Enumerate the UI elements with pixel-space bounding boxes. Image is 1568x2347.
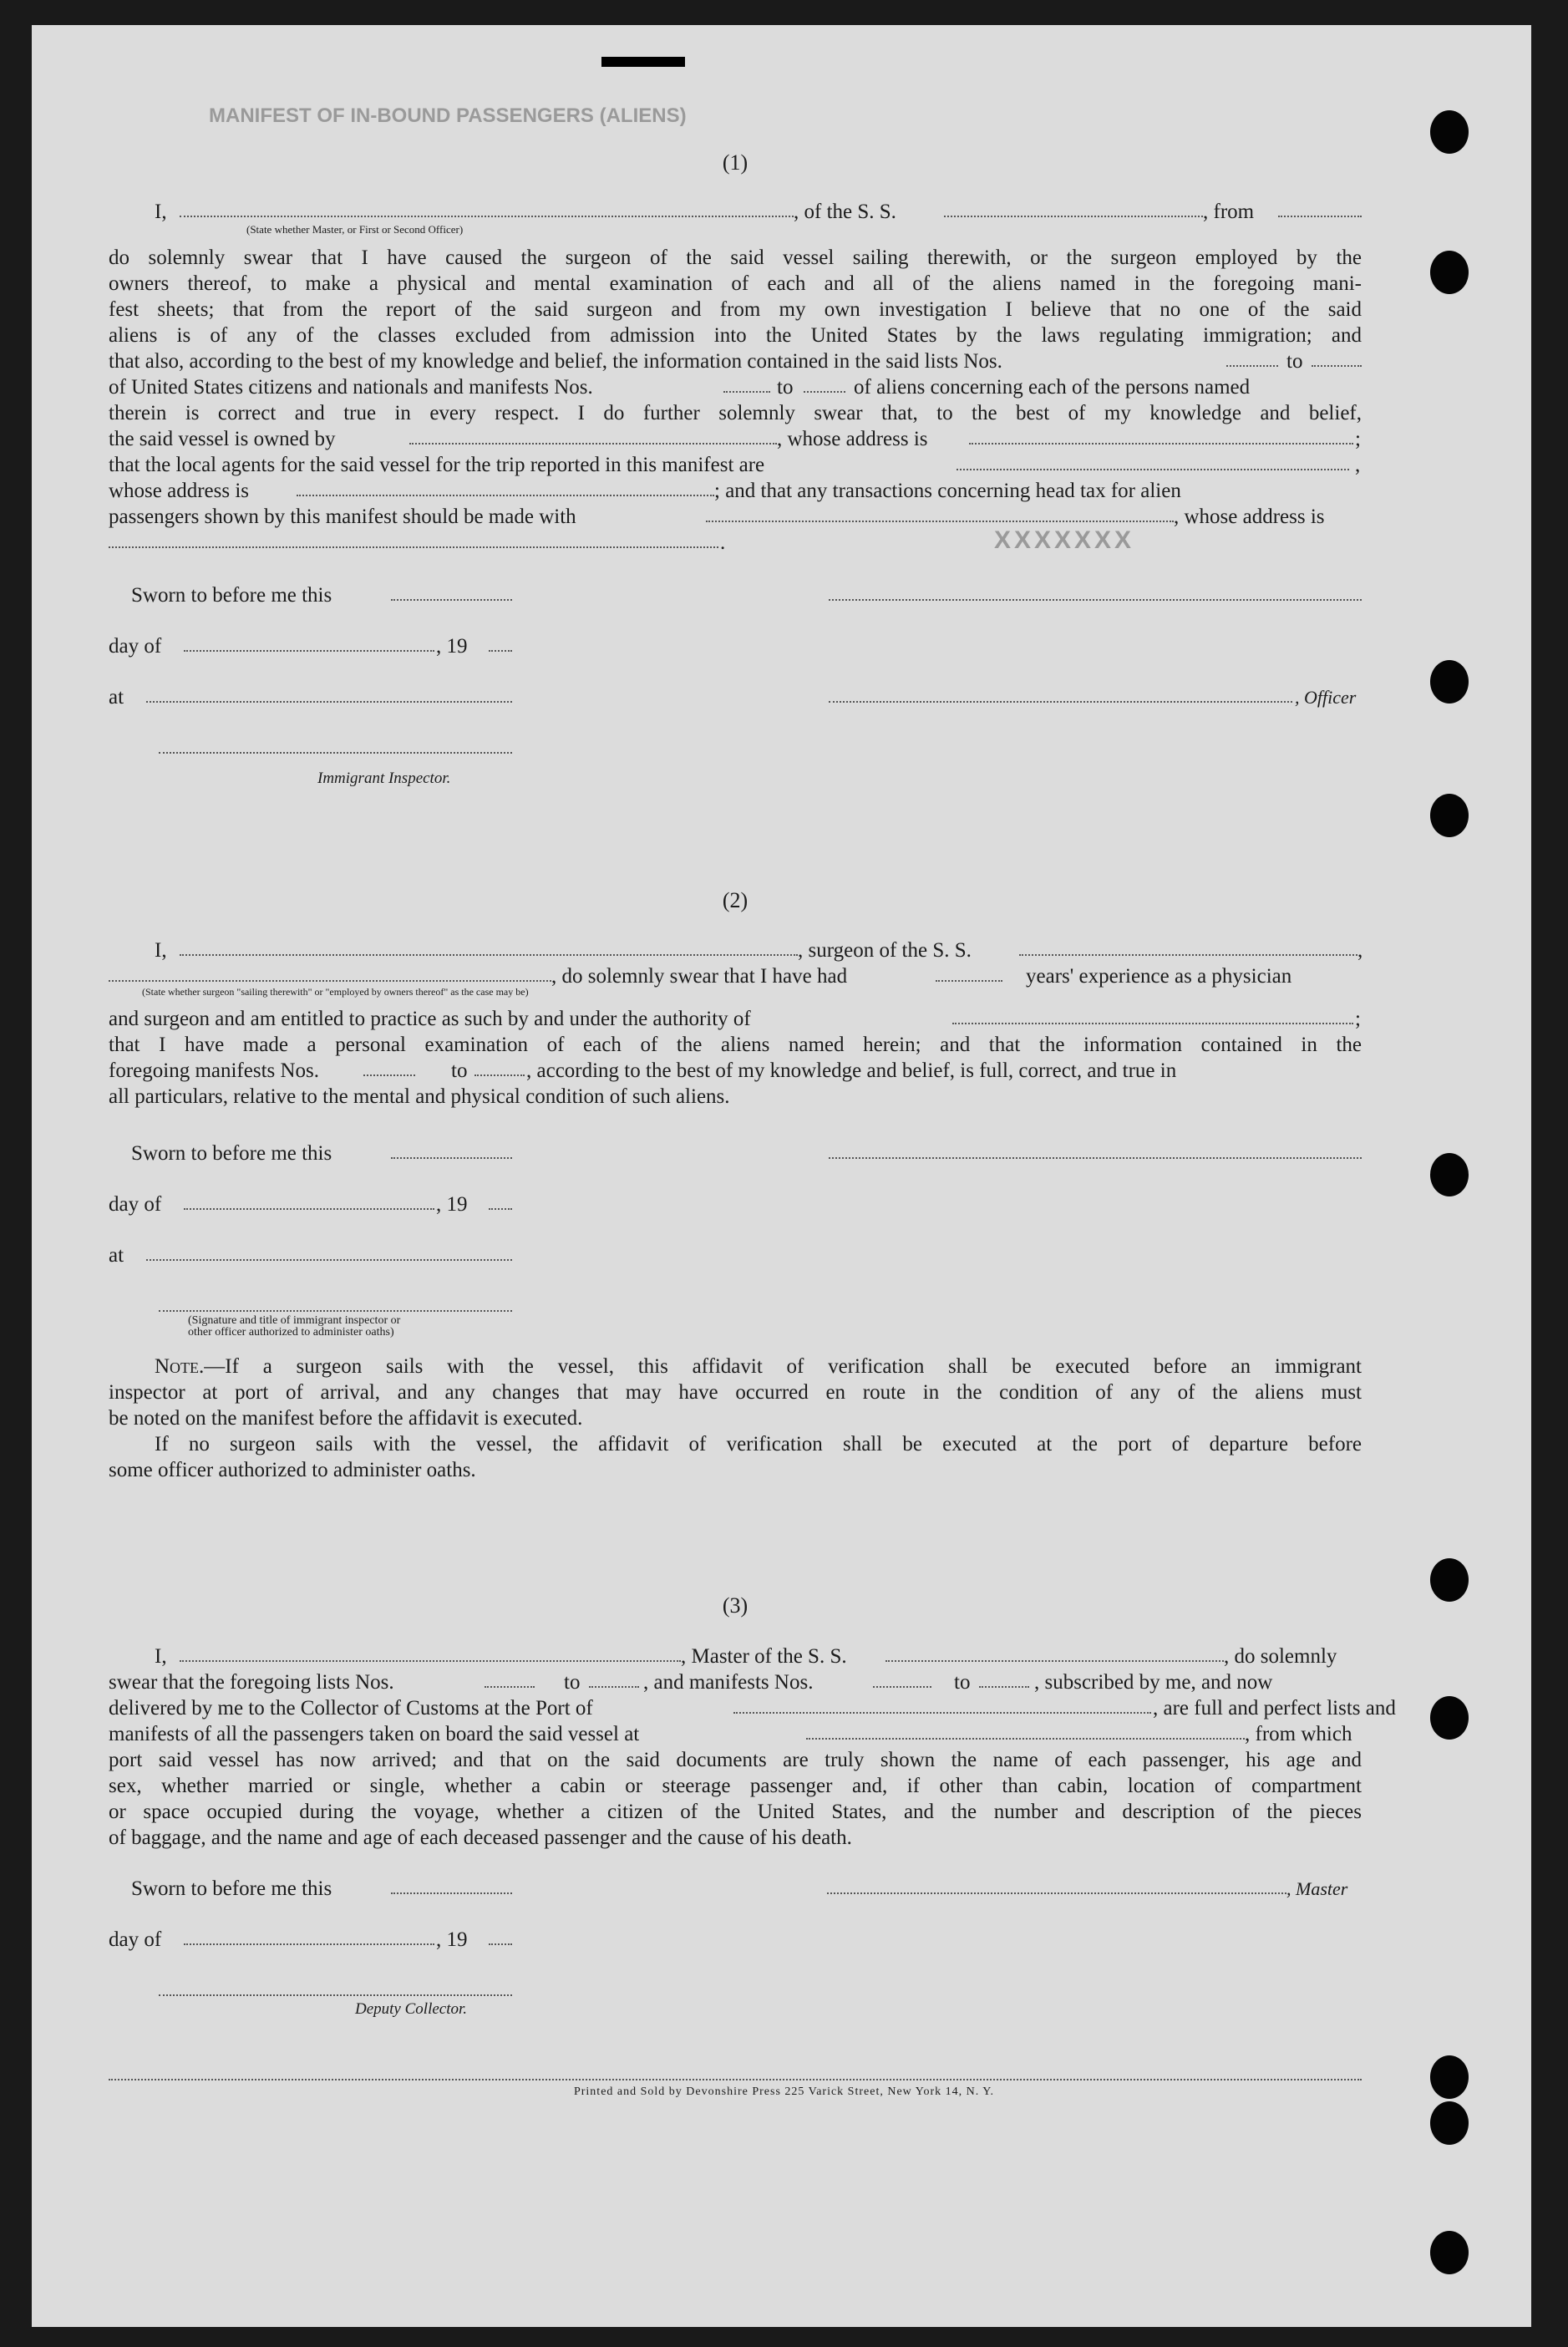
s1-line: whose address is	[109, 480, 250, 502]
s1-inspector-sign-field[interactable]	[159, 735, 512, 754]
s1-at: at	[109, 686, 124, 709]
s2-manifest-to-field[interactable]	[474, 1058, 525, 1076]
s3-line: , from which	[1245, 1723, 1352, 1745]
s1-to: to	[1286, 350, 1303, 373]
s2-years-field[interactable]	[936, 963, 1002, 982]
punch-hole	[1430, 1558, 1469, 1602]
s3-line: of baggage, and the name and age of each deceased passenger and the cause of his death.	[109, 1826, 852, 1849]
s1-line: the said vessel is owned by	[109, 428, 336, 450]
s1-line: of United States citizens and nationals and manifests Nos.	[109, 376, 593, 399]
printer-credit: Printed and Sold by Devonshire Press 225 Varick Street, New York 14, N. Y.	[573, 2085, 995, 2098]
s1-year: , 19	[436, 635, 468, 658]
s1-punct: ;	[1355, 428, 1361, 450]
s3-lists-to-field[interactable]	[589, 1669, 639, 1688]
s3-year-field[interactable]	[489, 1927, 512, 1945]
s1-lists-from-field[interactable]	[1226, 348, 1278, 367]
s2-place-field[interactable]	[146, 1242, 512, 1261]
s1-line: fest sheets; that from the report of the said surgeon and from my own investigation I believe that no one of the said	[109, 298, 1362, 321]
s3-port-field[interactable]	[733, 1695, 1151, 1714]
s2-line: years' experience as a physician	[1026, 965, 1292, 988]
s1-line: ; and that any transactions concerning head tax for alien	[714, 480, 1181, 502]
s2-day-field[interactable]	[184, 1191, 434, 1210]
s1-from-field[interactable]	[1278, 199, 1362, 217]
s3-line: sex, whether married or single, whether a cabin or steerage passenger and, if other than cabin, location of compartment	[109, 1775, 1362, 1797]
s1-headtax-address-field[interactable]	[109, 530, 718, 548]
section-1	[109, 199, 1362, 236]
section-2-number: (2)	[722, 888, 748, 912]
ink-mark	[601, 57, 685, 67]
s2-vessel-field[interactable]	[1019, 937, 1357, 956]
s3-line: swear that the foregoing lists Nos.	[109, 1671, 394, 1694]
footer-rule	[109, 2079, 1362, 2080]
s3-day-of: day of	[109, 1928, 162, 1951]
s2-year-field[interactable]	[489, 1191, 512, 1210]
s1-owner-field[interactable]	[409, 426, 777, 445]
s2-note-line: inspector at port of arrival, and any changes that may have occurred en route in the condition of any of the aliens must	[109, 1381, 1362, 1404]
s1-officer-sign-field[interactable]	[829, 582, 1362, 601]
s1-name-field[interactable]	[180, 199, 794, 217]
s1-from: , from	[1203, 201, 1255, 223]
s3-master-sign-field[interactable]	[827, 1876, 1286, 1894]
s2-manifest-from-field[interactable]	[363, 1058, 415, 1076]
s3-lists-from-field[interactable]	[485, 1669, 535, 1688]
s3-line: manifests of all the passengers taken on board the said vessel at	[109, 1723, 640, 1745]
s1-line: therein is correct and true in every respect. I do further solemnly swear that, to the best of my knowledge and belief,	[109, 402, 1362, 424]
s2-line: that I have made a personal examination of each of the aliens named herein; and that the information contained in the	[109, 1034, 1362, 1056]
punch-hole	[1430, 1696, 1469, 1740]
punch-hole	[1430, 1153, 1469, 1196]
section-2-note	[109, 1354, 1362, 1483]
s3-day-field[interactable]	[184, 1927, 434, 1945]
s1-punct: ,	[1355, 454, 1361, 476]
s1-officer-name-field[interactable]	[829, 684, 1292, 703]
s1-line: passengers shown by this manifest should be made with	[109, 505, 576, 528]
s1-of-ss: , of the S. S.	[794, 201, 896, 223]
section-1-body	[109, 245, 1362, 556]
s3-line: , and manifests Nos.	[643, 1671, 814, 1694]
s3-line: , Master of the S. S.	[681, 1645, 847, 1668]
s2-sig-note: (Signature and title of immigrant inspector or	[188, 1314, 401, 1327]
s3-master-label: , Master	[1286, 1878, 1348, 1899]
section-1-signature	[109, 582, 1362, 791]
punch-hole	[1430, 251, 1469, 294]
s3-line: delivered by me to the Collector of Customs at the Port of	[109, 1697, 593, 1720]
s2-line: all particulars, relative to the mental and physical condition of such aliens.	[109, 1085, 730, 1108]
s2-inspector-sign-field[interactable]	[159, 1293, 512, 1312]
s1-agents-address-field[interactable]	[297, 478, 714, 496]
s1-officer-note: (State whether Master, or First or Second Officer)	[246, 223, 464, 236]
s1-lists-to-field[interactable]	[1312, 348, 1362, 367]
s2-note-text: —If a surgeon sails with the vessel, this affidavit of verification shall be executed before an immigrant	[204, 1355, 1362, 1378]
s2-surgeon-sign-field[interactable]	[829, 1140, 1362, 1159]
s1-line: that the local agents for the said vessel for the trip reported in this manifest are	[109, 454, 765, 476]
s3-line: or space occupied during the voyage, whether a citizen of the United States, and the number and description of the pieces	[109, 1801, 1362, 1823]
faint-stamp: XXXXXXX	[994, 526, 1135, 554]
s1-line: that also, according to the best of my knowledge and belief, the information contained in the said lists Nos.	[109, 350, 1002, 373]
s3-to: to	[564, 1671, 581, 1694]
s1-place-field[interactable]	[146, 684, 512, 703]
s1-headtax-field[interactable]	[706, 504, 1174, 522]
s2-note-line	[109, 1354, 1362, 1379]
s1-line: of aliens concerning each of the persons named	[854, 376, 1251, 399]
s2-note-line: If no surgeon sails with the vessel, the affidavit of verification shall be executed at the port of departure before	[155, 1433, 1362, 1455]
s1-manifests-to-field[interactable]	[804, 374, 845, 393]
s1-line: aliens is of any of the classes excluded from admission into the United States by the laws regulating immigration; and	[109, 324, 1362, 347]
s3-embark-port-field[interactable]	[806, 1721, 1245, 1740]
s2-line: , surgeon of the S. S.	[798, 939, 972, 962]
punch-hole	[1430, 2101, 1469, 2145]
s1-i: I,	[155, 201, 167, 223]
s3-sworn: Sworn to before me this	[131, 1877, 332, 1900]
s3-collector-sign-field[interactable]	[159, 1978, 512, 1996]
s1-day-field[interactable]	[184, 633, 434, 652]
s2-authority-field[interactable]	[952, 1006, 1353, 1024]
section-2	[109, 937, 1362, 1110]
s1-manifests-from-field[interactable]	[723, 374, 770, 393]
s3-line: , subscribed by me, and now	[1034, 1671, 1273, 1694]
s3-sworn-date-field[interactable]	[391, 1876, 512, 1894]
s3-year: , 19	[436, 1928, 468, 1951]
faint-manifest-title: MANIFEST OF IN-BOUND PASSENGERS (ALIENS)	[209, 104, 687, 127]
s3-manifests-to-field[interactable]	[979, 1669, 1029, 1688]
section-1-number: (1)	[722, 150, 748, 175]
s2-surgeon-name-field[interactable]	[180, 937, 798, 956]
s1-year-field[interactable]	[489, 633, 512, 652]
section-3-number: (3)	[722, 1593, 748, 1618]
s2-line: and surgeon and am entitled to practice as such by and under the authority of	[109, 1008, 751, 1030]
s2-note-label: Note.	[155, 1355, 205, 1378]
s1-officer-label: , Officer	[1295, 687, 1357, 708]
s2-note-line: some officer authorized to administer oaths.	[109, 1459, 476, 1481]
section-3-signature	[109, 1876, 1362, 2022]
s2-sworn-date-field[interactable]	[391, 1140, 512, 1159]
s1-vessel-field[interactable]	[944, 199, 1203, 217]
s2-sig-note: other officer authorized to administer oaths)	[188, 1326, 394, 1339]
punch-hole	[1430, 2231, 1469, 2274]
s1-day-of: day of	[109, 635, 162, 658]
s3-line: port said vessel has now arrived; and that on the said documents are truly shown the name of each passenger, his age and	[109, 1749, 1362, 1771]
s2-status-field[interactable]	[109, 963, 551, 982]
s2-line: , according to the best of my knowledge and belief, is full, correct, and true in	[526, 1059, 1177, 1082]
s1-punct: .	[720, 531, 726, 554]
s3-line: , are full and perfect lists and	[1153, 1697, 1396, 1720]
punch-hole	[1430, 660, 1469, 704]
s2-day-of: day of	[109, 1193, 162, 1216]
s1-to: to	[777, 376, 794, 399]
s2-note-line: be noted on the manifest before the affidavit is executed.	[109, 1407, 583, 1430]
s2-line: foregoing manifests Nos.	[109, 1059, 320, 1082]
s1-line: , whose address is	[1174, 505, 1325, 528]
punch-hole	[1430, 110, 1469, 154]
s3-manifests-from-field[interactable]	[873, 1669, 931, 1688]
s1-owner-address-field[interactable]	[969, 426, 1353, 445]
s3-master-name-field[interactable]	[180, 1643, 681, 1662]
s1-agents-field[interactable]	[957, 452, 1349, 470]
s2-punct: ;	[1355, 1008, 1361, 1030]
s2-at: at	[109, 1244, 124, 1267]
s1-line: owners thereof, to make a physical and mental examination of each and all of the aliens named in the foregoing mani-	[109, 272, 1362, 295]
s2-year: , 19	[436, 1193, 468, 1216]
section-2-signature	[109, 1140, 1362, 1339]
s3-i: I,	[155, 1645, 167, 1668]
s3-vessel-field[interactable]	[885, 1643, 1224, 1662]
s2-to: to	[451, 1059, 468, 1082]
s2-line: , do solemnly swear that I have had	[551, 965, 848, 988]
punch-hole	[1430, 794, 1469, 837]
s2-surgeon-note: (State whether surgeon "sailing therewith" or "employed by owners thereof" as the case may be)	[142, 986, 529, 998]
s1-line: do solemnly swear that I have caused the surgeon of the said vessel sailing therewith, or the surgeon employed by the	[109, 246, 1362, 269]
s1-sworn-date-field[interactable]	[391, 582, 512, 601]
s1-line: , whose address is	[777, 428, 928, 450]
s1-sworn: Sworn to before me this	[131, 584, 332, 607]
s2-punct: ,	[1357, 939, 1363, 962]
s3-deputy-label: Deputy Collector.	[355, 2000, 468, 2018]
s2-sworn: Sworn to before me this	[131, 1142, 332, 1165]
s2-i: I,	[155, 939, 167, 962]
s1-inspector-label: Immigrant Inspector.	[317, 770, 451, 787]
s3-to: to	[954, 1671, 971, 1694]
s3-line: , do solemnly	[1224, 1645, 1337, 1668]
section-3	[109, 1643, 1396, 1851]
